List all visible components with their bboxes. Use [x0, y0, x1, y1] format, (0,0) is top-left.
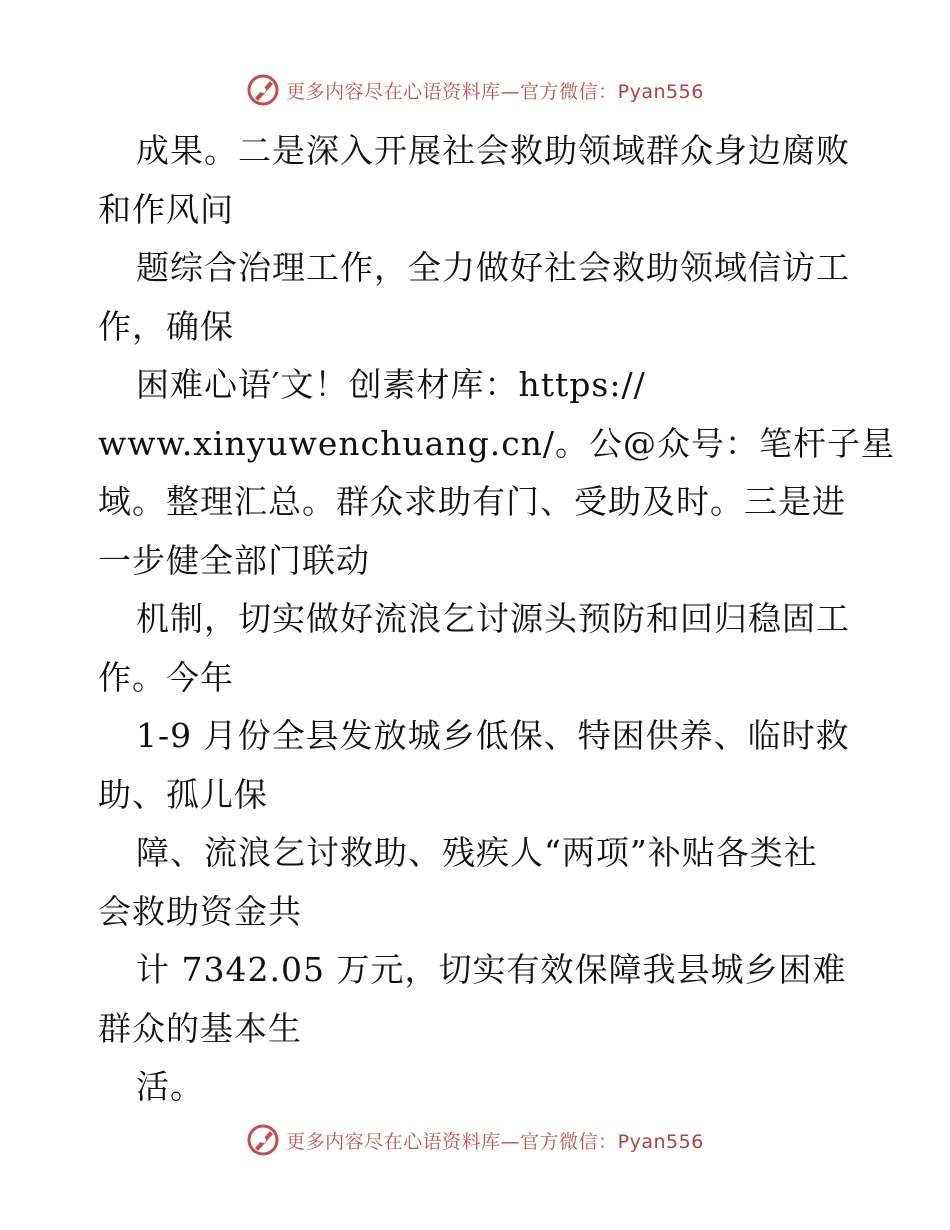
body-line: 机制，切实做好流浪乞讨源头预防和回归稳固工 [136, 599, 850, 638]
body-line: 和作风问 [98, 189, 234, 229]
body-line: 会救助资金共 [98, 891, 302, 931]
body-line: 1-9 月份全县发放城乡低保、特困供养、临时救 [136, 716, 850, 755]
body-line: 助、孤儿保 [98, 774, 268, 814]
header-banner-text [286, 77, 704, 104]
document-body [98, 122, 896, 1117]
body-line: 域。整理汇总。群众求助有门、受助及时。三是进 [98, 482, 846, 521]
footer-banner-text [286, 1127, 704, 1154]
body-line: www.xinyuwenchuang.cn/。公@众号：笔杆子星 [98, 423, 896, 463]
footer-banner [0, 1120, 950, 1160]
header-banner [0, 70, 950, 110]
header-banner-label: 更多内容尽在心语资料库—官方微信： [286, 80, 618, 103]
body-line: 困难心语′文！创素材库：https:// [136, 365, 646, 404]
header-banner-wechat: Pyan556 [617, 80, 704, 103]
body-line: 成果。二是深入开展社会救助领域群众身边腐败 [136, 131, 850, 170]
footer-banner-wechat: Pyan556 [617, 1130, 704, 1153]
pen-logo-icon [246, 73, 280, 107]
body-line: 一步健全部门联动 [98, 540, 370, 580]
body-line: 作，确保 [98, 306, 234, 346]
footer-banner-label: 更多内容尽在心语资料库—官方微信： [286, 1130, 618, 1153]
body-line: 题综合治理工作，全力做好社会救助领域信访工 [136, 248, 850, 287]
pen-logo-icon [246, 1123, 280, 1157]
body-line: 计 7342.05 万元，切实有效保障我县城乡困难 [136, 950, 847, 989]
body-line: 活。 [136, 1067, 204, 1106]
body-line: 群众的基本生 [98, 1008, 302, 1048]
body-line: 作。今年 [98, 657, 234, 697]
body-line: 障、流浪乞讨救助、残疾人“两项”补贴各类社 [136, 833, 818, 872]
